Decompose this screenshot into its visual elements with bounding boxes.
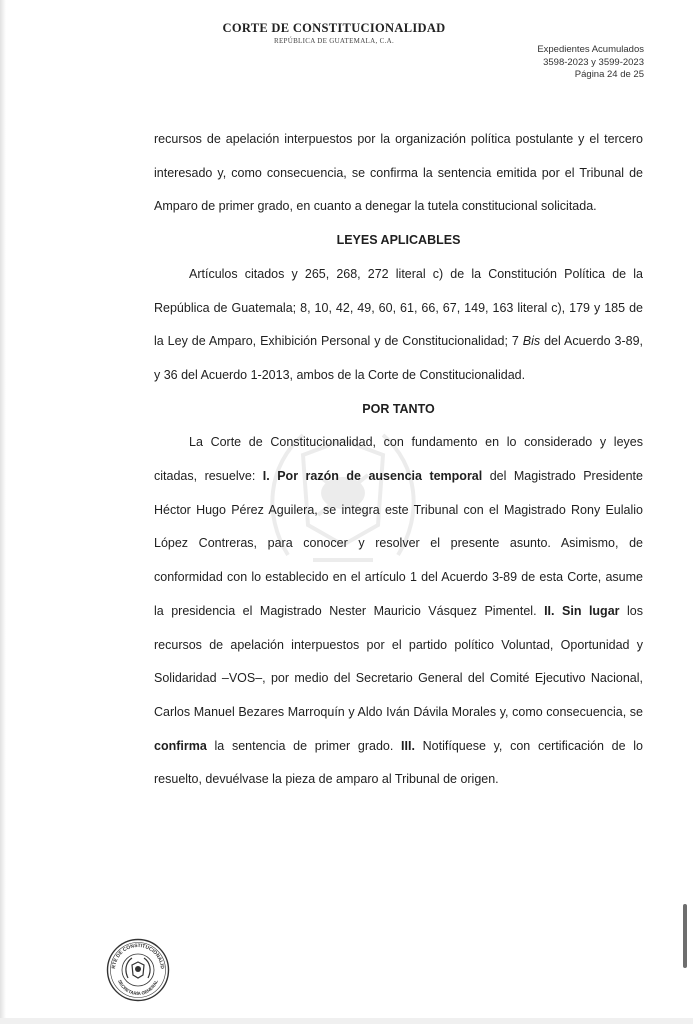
page-number: Página 24 de 25 xyxy=(574,69,644,80)
scrollbar-thumb[interactable] xyxy=(683,904,687,968)
laws-text-b: del Acuerdo 3-89, y 36 del Acuerdo 1-2013, ambos de la Corte de Constitucionalidad. xyxy=(154,334,643,382)
resolution-point-2: II. Sin lugar xyxy=(544,603,620,618)
paragraph-applicable-laws xyxy=(154,258,643,393)
seal-top-text: RTE DE CONSTITUCIONALID xyxy=(110,942,166,970)
resolution-point-3: III. xyxy=(401,738,415,753)
court-name: CORTE DE CONSTITUCIONALIDAD xyxy=(222,21,446,35)
document-body xyxy=(154,123,643,797)
paragraph-conclusion: recursos de apelación interpuestos por la organización política postulante y el tercero interesado y, como consecuencia, se confirma la sentencia emitida por el Tribunal de Amparo de primer grado, en cuanto a denegar la tutela constitucional solicitada. xyxy=(154,132,643,214)
heading-therefore: POR TANTO xyxy=(362,401,435,416)
resolution-point-1: I. Por razón de ausencia temporal xyxy=(262,469,483,484)
resolution-text-5: Notifíquese y, con certificación de lo resuelto, devuélvase la pieza de amparo al Tribunal de origen. xyxy=(154,738,644,787)
laws-bis: Bis xyxy=(522,334,541,349)
case-label: Expedientes Acumulados xyxy=(537,44,644,55)
paragraph-resolution xyxy=(154,426,643,797)
court-seal-icon xyxy=(106,938,170,1002)
heading-applicable-laws: LEYES APLICABLES xyxy=(336,233,461,248)
court-header xyxy=(0,21,668,45)
case-info xyxy=(537,44,644,82)
page-edge-shadow xyxy=(0,0,6,1024)
bottom-edge xyxy=(0,1018,693,1024)
case-numbers: 3598-2023 y 3599-2023 xyxy=(543,56,644,68)
resolution-text-4: la sentencia de primer grado. xyxy=(206,738,402,753)
court-subtitle: REPÚBLICA DE GUATEMALA, C.A. xyxy=(273,37,394,45)
resolution-text-1: La Corte de Constitucionalidad, con fundamento en lo considerado y leyes citadas, resuelve: xyxy=(154,435,643,484)
laws-text-a: Artículos citados y 265, 268, 272 literal c) de la Constitución Política de la República de Guatemala; 8, 10, 42, 49, 60, 61, 66, 67, 149, 163 literal c), 179 y 185 de la Ley de Amparo, Exhibición Personal y de Constitucionalidad; 7 xyxy=(154,266,643,349)
resolution-text-2: del Magistrado Presidente Héctor Hugo Pérez Aguilera, se integra este Tribunal con el Magistrado Rony Eulalio López Contreras, para conocer y resolver el presente asunto. Asimismo, de conformidad con lo establecido en el artículo 1 del Acuerdo 3-89 de esta Corte, asume la presidencia el Magistrado Nester Mauricio Vásquez Pimentel. xyxy=(154,469,643,618)
seal-bottom-text: SECRETARÍA GENERAL xyxy=(117,979,159,997)
resolution-text-3: los recursos de apelación interpuestos por el partido político Voluntad, Oportunidad y Solidaridad –VOS–, por medio del Secretario General del Comité Ejecutivo Nacional, Carlos Manuel Bezares Marroquín y Aldo Iván Dávila Morales y, como consecuencia, se xyxy=(154,603,644,719)
resolution-confirm: confirma xyxy=(154,738,207,753)
